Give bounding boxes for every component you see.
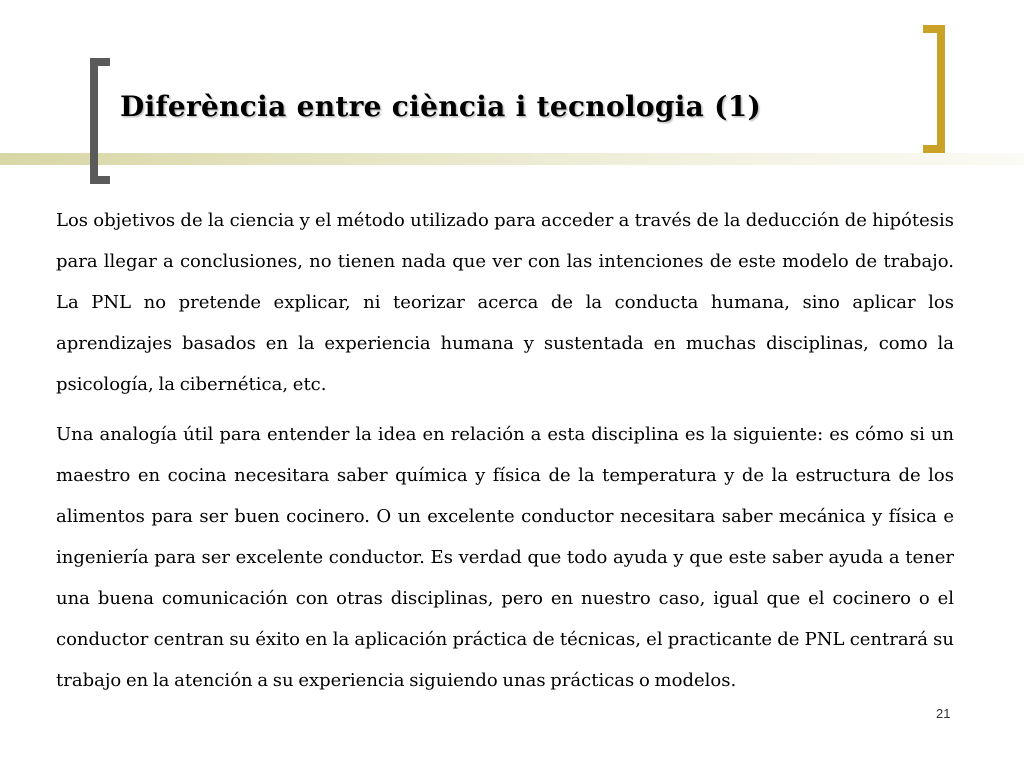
page-number: 21 <box>936 706 951 721</box>
right-bracket-decoration <box>923 25 945 153</box>
body-paragraph: Los objetivos de la ciencia y el método utilizado para acceder a través de la deducción de hipótesis para llegar a conclusiones, no tienen nada que ver con las intenciones de este modelo de trabajo. La PNL no pretende explicar, ni teorizar acerca de la conducta humana, sino aplicar los aprendizajes basados en la experiencia humana y sustentada en muchas disciplinas, como la psicología, la cibernética, etc. <box>56 210 954 395</box>
left-bracket-decoration <box>90 58 110 184</box>
slide-title: Diferència entre ciència i tecnologia (1) <box>120 90 762 123</box>
body-paragraph: Una analogía útil para entender la idea en relación a esta disciplina es la siguiente: es cómo si un maestro en cocina necesitara saber química y física de la temperatura y de la estructura de los alimentos para ser buen cocinero. O un excelente conductor necesitara saber mecánica y física e ingeniería para ser excelente conductor. Es verdad que todo ayuda y que este saber ayuda a tener una buena comunicación con otras disciplinas, pero en nuestro caso, igual que el cocinero o el conductor centran su éxito en la aplicación práctica de técnicas, el practicante de PNL centrará su trabajo en la atención a su experiencia siguiendo unas prácticas o modelos. <box>56 424 954 691</box>
title-underline-band <box>0 153 1024 165</box>
slide-body <box>56 200 954 701</box>
